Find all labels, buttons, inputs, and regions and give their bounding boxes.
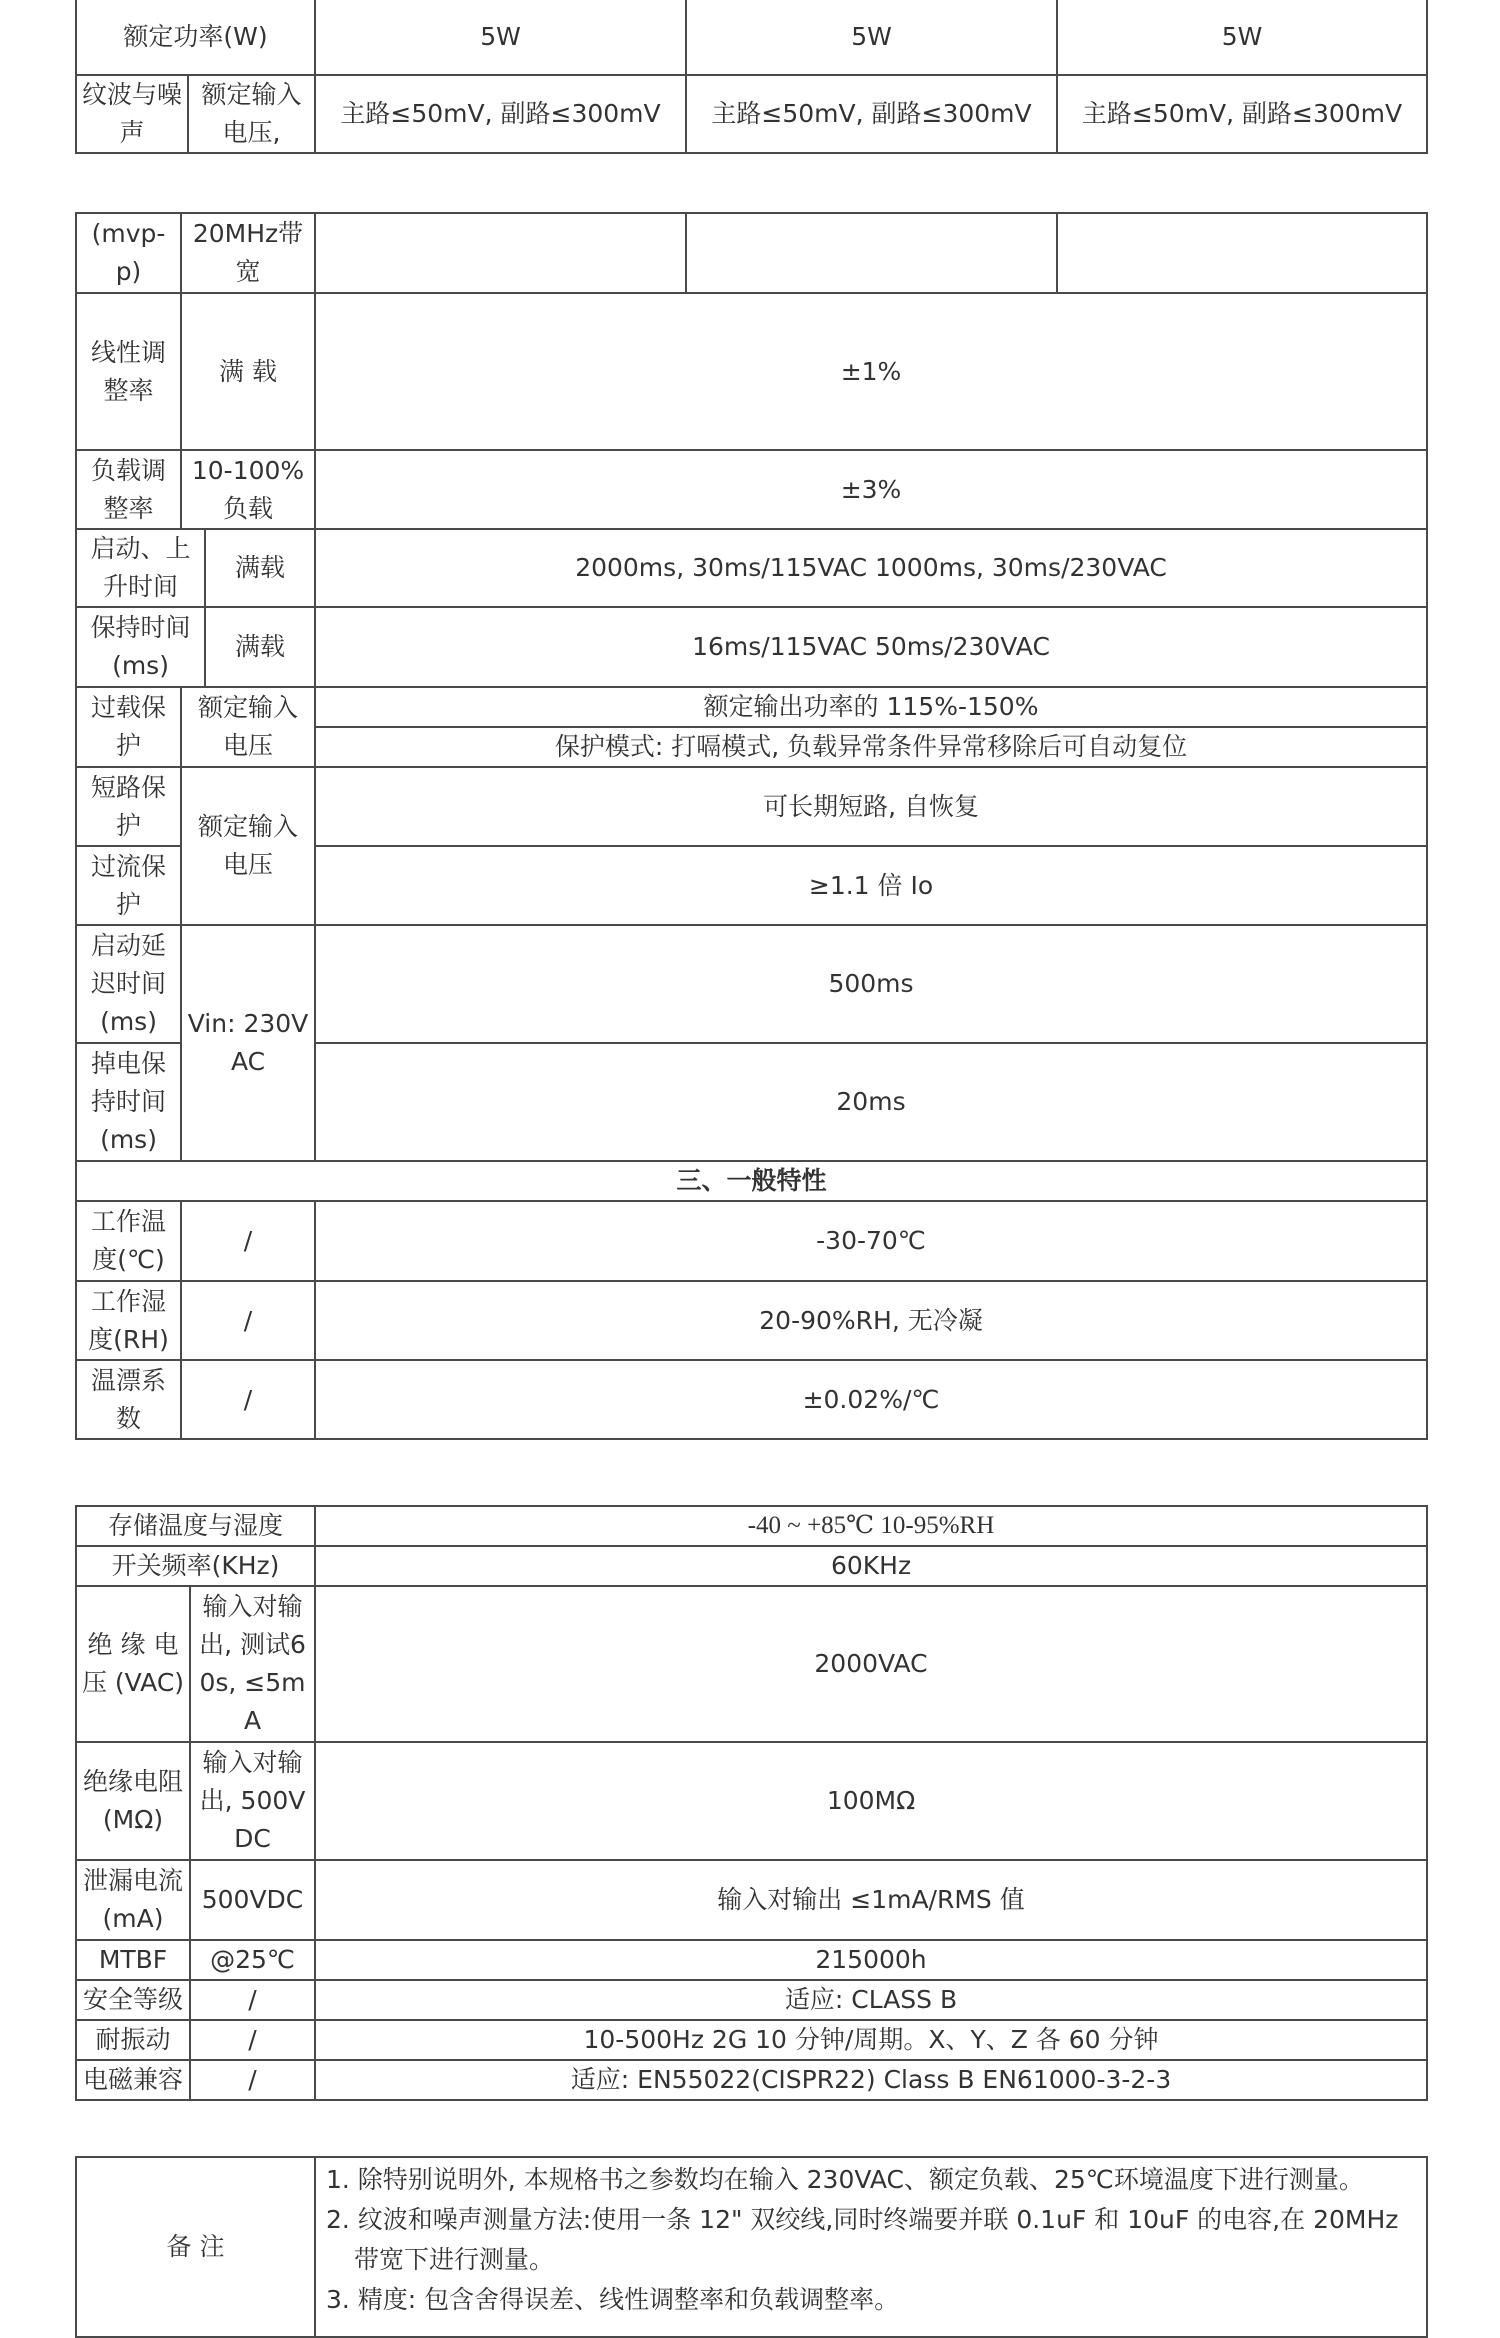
overload-protection-mode: 保护模式: 打嗝模式, 负载异常条件异常移除后可自动复位 xyxy=(315,727,1427,767)
mtbf-label: MTBF xyxy=(76,1940,190,1980)
empty-cell xyxy=(315,213,686,293)
startup-time-condition: 满载 xyxy=(205,529,315,607)
overload-protection-condition: 额定输入电压 xyxy=(181,687,315,767)
emc-label: 电磁兼容 xyxy=(76,2060,190,2100)
short-overcurrent-condition: 额定输入电压 xyxy=(181,767,315,925)
temp-drift-condition: / xyxy=(181,1360,315,1439)
empty-cell xyxy=(1057,213,1427,293)
startup-time-label: 启动、上升时间 xyxy=(76,529,205,607)
overload-protection-value: 额定输出功率的 115%-150% xyxy=(315,687,1427,727)
safety-class-condition: / xyxy=(190,1980,315,2020)
hold-time-value: 16ms/115VAC 50ms/230VAC xyxy=(315,607,1427,687)
startup-delay-value: 500ms xyxy=(315,925,1427,1043)
note-item: 2. 纹波和噪声测量方法:使用一条 12" 双绞线,同时终端要并联 0.1uF 和 10uF 的电容,在 20MHz xyxy=(326,2205,1399,2234)
spec-table-2 xyxy=(75,212,1428,1440)
power-down-hold-value: 20ms xyxy=(315,1043,1427,1161)
isolation-resistance-label: 绝缘电阻(MΩ) xyxy=(76,1742,190,1860)
leakage-current-value: 输入对输出 ≤1mA/RMS 值 xyxy=(315,1860,1427,1940)
safety-class-label: 安全等级 xyxy=(76,1980,190,2020)
startup-time-value: 2000ms, 30ms/115VAC 1000ms, 30ms/230VAC xyxy=(315,529,1427,607)
operating-temp-condition: / xyxy=(181,1201,315,1281)
bandwidth-label: 20MHz带宽 xyxy=(181,213,315,293)
operating-temp-label: 工作温度(℃) xyxy=(76,1201,181,1281)
hold-time-condition: 满载 xyxy=(205,607,315,687)
ripple-unit-label: (mvp-p) xyxy=(76,213,181,293)
isolation-resistance-value: 100MΩ xyxy=(315,1742,1427,1860)
switching-frequency-value: 60KHz xyxy=(315,1546,1427,1586)
storage-value: -40 ~ +85℃ 10-95%RH xyxy=(315,1506,1427,1546)
empty-cell xyxy=(686,213,1057,293)
isolation-voltage-value: 2000VAC xyxy=(315,1586,1427,1742)
rated-power-value: 5W xyxy=(686,0,1057,75)
temp-drift-label: 温漂系数 xyxy=(76,1360,181,1439)
temp-drift-value: ±0.02%/℃ xyxy=(315,1360,1427,1439)
rated-power-value: 5W xyxy=(1057,0,1427,75)
switching-frequency-label: 开关频率(KHz) xyxy=(76,1546,315,1586)
line-regulation-label: 线性调整率 xyxy=(76,293,181,450)
hold-time-label: 保持时间(ms) xyxy=(76,607,205,687)
notes-content xyxy=(315,2157,1427,2337)
vin-condition: Vin: 230VAC xyxy=(181,925,315,1161)
leakage-current-condition: 500VDC xyxy=(190,1860,315,1940)
isolation-voltage-condition: 输入对输出, 测试60s, ≤5mA xyxy=(190,1586,315,1742)
notes-table xyxy=(75,2156,1428,2338)
mtbf-condition: @25℃ xyxy=(190,1940,315,1980)
spec-table-3 xyxy=(75,1505,1428,2101)
emc-value: 适应: EN55022(CISPR22) Class B EN61000-3-2-3 xyxy=(315,2060,1427,2100)
line-regulation-condition: 满 载 xyxy=(181,293,315,450)
operating-humidity-condition: / xyxy=(181,1281,315,1360)
rated-power-value: 5W xyxy=(315,0,686,75)
spec-table-1 xyxy=(75,0,1428,154)
ripple-noise-label: 纹波与噪声 xyxy=(76,75,188,153)
overcurrent-label: 过流保护 xyxy=(76,846,181,925)
operating-humidity-label: 工作湿度(RH) xyxy=(76,1281,181,1360)
rated-power-label: 额定功率(W) xyxy=(76,0,315,75)
ripple-noise-condition: 额定输入电压, xyxy=(188,75,315,153)
line-regulation-value: ±1% xyxy=(315,293,1427,450)
operating-temp-value: -30-70℃ xyxy=(315,1201,1427,1281)
isolation-voltage-label: 绝 缘 电 压 (VAC) xyxy=(76,1586,190,1742)
overcurrent-value: ≥1.1 倍 Io xyxy=(315,846,1427,925)
safety-class-value: 适应: CLASS B xyxy=(315,1980,1427,2020)
operating-humidity-value: 20-90%RH, 无冷凝 xyxy=(315,1281,1427,1360)
startup-delay-label: 启动延迟时间(ms) xyxy=(76,925,181,1043)
emc-condition: / xyxy=(190,2060,315,2100)
load-regulation-label: 负载调整率 xyxy=(76,450,181,529)
storage-label: 存储温度与湿度 xyxy=(76,1506,315,1546)
note-item: 3. 精度: 包含舍得误差、线性调整率和负载调整率。 xyxy=(326,2285,900,2314)
isolation-resistance-condition: 输入对输出, 500VDC xyxy=(190,1742,315,1860)
short-circuit-value: 可长期短路, 自恢复 xyxy=(315,767,1427,846)
vibration-value: 10-500Hz 2G 10 分钟/周期。X、Y、Z 各 60 分钟 xyxy=(315,2020,1427,2060)
ripple-noise-value: 主路≤50mV, 副路≤300mV xyxy=(315,75,686,153)
note-item: 1. 除特别说明外, 本规格书之参数均在输入 230VAC、额定负载、25℃环境温度下进行测量。 xyxy=(326,2165,1364,2194)
leakage-current-label: 泄漏电流(mA) xyxy=(76,1860,190,1940)
section-title: 三、一般特性 xyxy=(76,1161,1427,1201)
vibration-condition: / xyxy=(190,2020,315,2060)
power-down-hold-label: 掉电保持时间(ms) xyxy=(76,1043,181,1161)
mtbf-value: 215000h xyxy=(315,1940,1427,1980)
note-item-continuation: 带宽下进行测量。 xyxy=(354,2245,555,2274)
load-regulation-condition: 10-100%负载 xyxy=(181,450,315,529)
ripple-noise-value: 主路≤50mV, 副路≤300mV xyxy=(686,75,1057,153)
notes-label: 备 注 xyxy=(76,2157,315,2337)
short-circuit-label: 短路保护 xyxy=(76,767,181,846)
load-regulation-value: ±3% xyxy=(315,450,1427,529)
vibration-label: 耐振动 xyxy=(76,2020,190,2060)
overload-protection-label: 过载保护 xyxy=(76,687,181,767)
ripple-noise-value: 主路≤50mV, 副路≤300mV xyxy=(1057,75,1427,153)
